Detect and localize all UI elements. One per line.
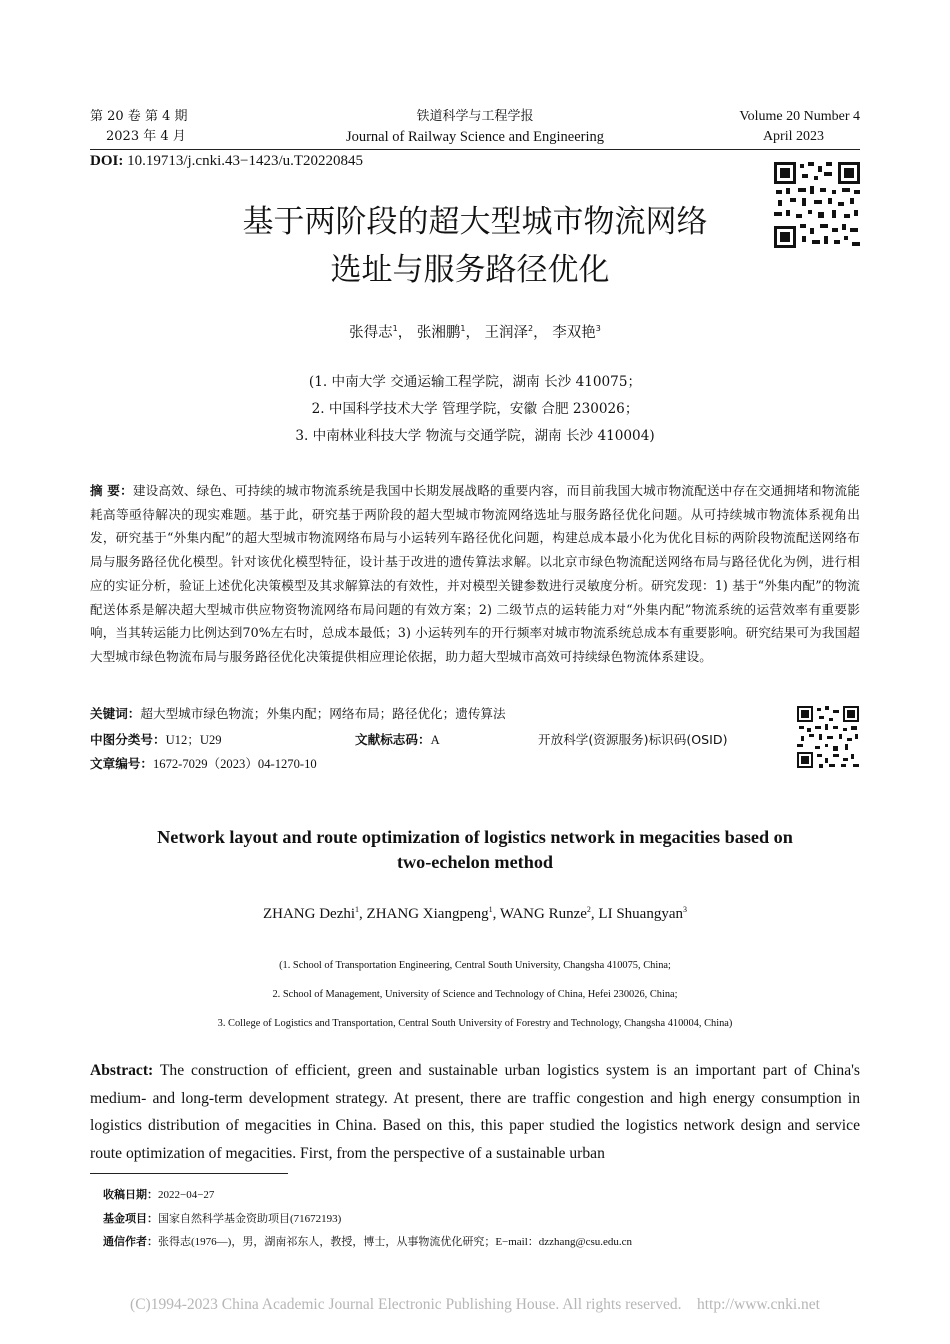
- abstract-en-label: Abstract:: [90, 1062, 154, 1079]
- title-en-line1: Network layout and route optimization of logistics network in megacities based on: [157, 827, 793, 847]
- affiliation-en: 3. College of Logistics and Transportation, Central South University of Forestry and Technology, Changsha 410004, China): [217, 1018, 733, 1029]
- title-cn-line2: 选址与服务路径优化: [330, 252, 610, 288]
- clc-label: 中图分类号：: [90, 732, 166, 747]
- volume-issue-en: [680, 107, 860, 147]
- title-en-line2: two-echelon method: [396, 852, 554, 872]
- author-en: LI Shuangyan$^3$: [598, 905, 687, 922]
- article-number: [90, 754, 317, 774]
- footnote-received: [103, 1187, 214, 1203]
- author-en: ZHANG Dezhi$^1$: [262, 905, 360, 922]
- footnote-correspondence: [103, 1234, 632, 1250]
- qr-code-osid[interactable]: [797, 706, 859, 768]
- affiliation-en: (1. School of Transportation Engineering, Central South University, Changsha 410075, China;: [279, 960, 671, 971]
- copyright-watermark: (C)1994-2023 China Academic Journal Electronic Publishing House. All rights reserved. http://www.cnki.net: [130, 1296, 820, 1313]
- journal-name-cn: 铁道科学与工程学报: [416, 109, 534, 124]
- affiliation-cn: 2. 中国科学技术大学 管理学院，安徽 合肥 230026；: [311, 401, 639, 417]
- affiliation-cn: (1. 中南大学 交通运输工程学院，湖南 长沙 410075；: [308, 374, 642, 390]
- date-en: April 2023: [762, 129, 824, 144]
- date-cn: 2023 年 4 月: [106, 129, 186, 144]
- journal-name: [300, 107, 650, 147]
- volume-number-en: Volume 20 Number 4: [739, 109, 860, 124]
- keywords-cn: [90, 704, 506, 724]
- article-number-label: 文章编号：: [90, 756, 153, 771]
- article-number-value: 1672-7029（2023）04-1270-10: [152, 757, 317, 771]
- keywords-label: 关键词：: [90, 706, 141, 721]
- author-cn: 张得志$^1$: [349, 324, 398, 341]
- volume-issue-cn: 第 20 卷 第 4 期: [90, 109, 188, 124]
- title-en: [90, 825, 860, 875]
- affiliation-cn: 3. 中南林业科技大学 物流与交通学院，湖南 长沙 410004): [295, 428, 655, 444]
- abstract-cn: [90, 479, 860, 669]
- keywords-text: 超大型城市绿色物流；外集内配；网络布局；路径优化；遗传算法: [140, 706, 506, 721]
- affiliation-en: 2. School of Management, University of Science and Technology of China, Hefei 230026, China;: [272, 989, 678, 1000]
- doc-code-value: A: [430, 733, 440, 747]
- doc-code-label: 文献标志码：: [355, 732, 431, 747]
- journal-name-en: Journal of Railway Science and Engineering: [345, 129, 605, 145]
- osid-label: 开放科学(资源服务)标识码(OSID): [538, 732, 728, 747]
- clc-value: U12；U29: [165, 733, 222, 747]
- doi-value: 10.19713/j.cnki.43−1423/u.T20220845: [127, 153, 364, 169]
- footnote-text: 2022−04−27: [158, 1189, 215, 1201]
- footnote-text: 国家自然科学基金资助项目(71672193): [158, 1213, 342, 1225]
- author-cn: 张湘鹏$^1$: [416, 324, 466, 341]
- doi-label: DOI:: [90, 153, 124, 169]
- footnote-rule: [90, 1173, 288, 1174]
- footnote-text: 张得志(1976—)，男，湖南祁东人，教授，博士，从事物流优化研究；E−mail：dzzhang@csu.edu.cn: [158, 1236, 633, 1248]
- doi: [90, 150, 363, 172]
- footnote-label: 通信作者：: [103, 1235, 158, 1248]
- title-cn-line1: 基于两阶段的超大型城市物流网络: [242, 204, 708, 240]
- author-en: WANG Runze$^2$: [499, 905, 591, 922]
- abstract-cn-label: 摘 要：: [90, 483, 133, 498]
- volume-issue: [90, 107, 187, 147]
- footnote-fund: [103, 1211, 341, 1227]
- footnote-label: 基金项目：: [103, 1212, 158, 1225]
- affiliations-en: [90, 951, 860, 1038]
- authors-cn: 张得志$^1$， 张湘鹏$^1$， 王润泽$^2$， 李双艳$^3$: [349, 324, 601, 341]
- abstract-cn-text: 建设高效、绿色、可持续的城市物流系统是我国中长期发展战略的重要内容，而目前我国大城市物流配送中存在交通拥堵和物流能耗高等亟待解决的现实难题。基于此，研究基于两阶段的超大型城市物流网络选址与服务路径优化问题。从可持续城市物流体系视角出发，研究基于“外集内配”的超大型城市物流网络布局与小运转列车路径优化问题，构建总成本最小化为优化目标的两阶段物流配送网络布局与服务路径优化模型。针对该优化模型特征，设计基于改进的遗传算法求解。以北京市绿色物流配送网络布局与路径优化为例，进行相应的实证分析，验证上述优化决策模型及其求解算法的有效性，并对模型关键参数进行灵敏度分析。研究发现：1) 基于“外集内配”的物流配送体系是解决超大型城市供应物资物流网络布局问题的有效方案；2) 二级节点的运转能力对“外集内配”物流系统的运营效率有重要影响，当其转运能力比例达到70%左右时，总成本最低；3) 小运转列车的开行频率对城市物流系统总成本有重要影响。研究结果可为我国超大型城市绿色物流布局与服务路径优化决策提供相应理论依据，助力超大型城市高效可持续绿色物流体系建设。: [90, 483, 860, 664]
- doc-code: [355, 730, 440, 750]
- footnote-label: 收稿日期：: [103, 1188, 158, 1201]
- author-cn: 李双艳$^3$: [552, 324, 601, 341]
- authors-en: ZHANG Dezhi$^1$, ZHANG Xiangpeng$^1$, WANG Runze$^2$, LI Shuangyan$^3$: [262, 905, 687, 922]
- author-cn: 王润泽$^2$: [484, 324, 534, 341]
- clc: [90, 730, 222, 750]
- affiliations-cn: [90, 369, 860, 450]
- author-en: ZHANG Xiangpeng$^1$: [366, 905, 493, 922]
- abstract-en: [90, 1057, 860, 1167]
- abstract-en-text: The construction of efficient, green and sustainable urban logistics system is an important part of China's medium- and long-term development strategy. At present, there are traffic congestion and high energy consumption in logistics distribution of megacities in China. Based on this, this paper studied the logistics network design and service route optimization of megacities. First, from the perspective of a sustainable urban: [90, 1062, 861, 1162]
